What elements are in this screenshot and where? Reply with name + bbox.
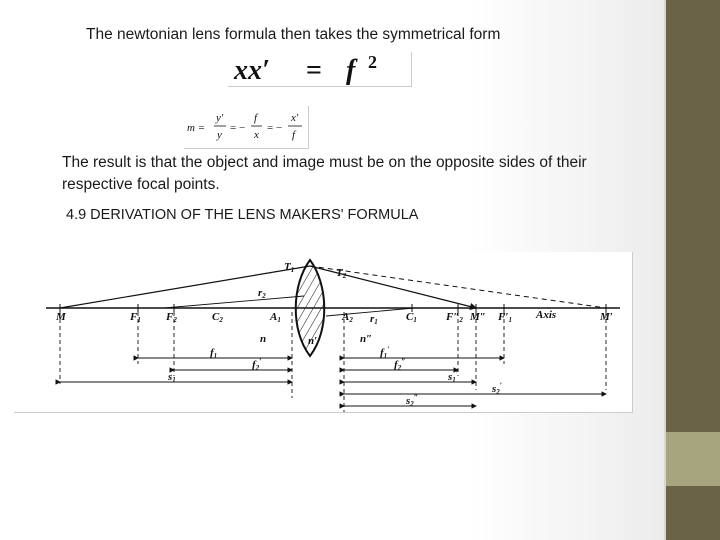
- mag-t3-den: f: [292, 129, 296, 141]
- point-Mpp: M″: [470, 311, 486, 323]
- label-r2: r2: [258, 287, 266, 300]
- newton-formula: [228, 52, 412, 87]
- dist-s2pp: s2″: [406, 393, 419, 408]
- magnification-formula-svg: [184, 106, 308, 148]
- newton-equals: =: [306, 55, 322, 86]
- dist-s1p: s1′: [448, 369, 459, 384]
- dist-s2p: s2′: [492, 381, 503, 396]
- point-F2: F2: [166, 311, 177, 324]
- point-C1: C1: [406, 311, 417, 324]
- mag-t1-num: y′: [216, 112, 224, 124]
- newton-lhs: xx′: [234, 55, 270, 86]
- point-A2: A2: [342, 311, 353, 324]
- result-text: The result is that the object and image must be on the opposite sides of their respective focal points.: [62, 154, 587, 193]
- newton-rhs: f: [346, 55, 356, 86]
- point-M: M: [56, 311, 66, 323]
- magnification-formula: [184, 106, 309, 149]
- decor-band-top: [666, 0, 720, 432]
- ray-refracted: [310, 266, 476, 308]
- medium-n-dprime: n″: [360, 333, 373, 345]
- axis-label: Axis: [536, 309, 557, 321]
- label-T2: T2: [336, 267, 347, 280]
- medium-n: n: [260, 333, 267, 345]
- mag-m: m =: [187, 122, 206, 134]
- mag-t1-den: y: [217, 129, 222, 141]
- mag-t2-num: f: [254, 112, 258, 124]
- dist-f2p: f2′: [252, 357, 262, 372]
- mag-t3-num: x′: [291, 112, 299, 124]
- point-A1: A1: [270, 311, 281, 324]
- ray-extension: [310, 266, 606, 308]
- mag-op2: = −: [267, 122, 283, 134]
- dist-s1: s1: [168, 371, 176, 384]
- mag-t2-den: x: [254, 129, 259, 141]
- point-C2: C2: [212, 311, 223, 324]
- mag-op1: = −: [230, 122, 246, 134]
- decor-band-bottom: [666, 486, 720, 540]
- label-r1: r1: [370, 313, 378, 326]
- radius-r2: [164, 296, 304, 308]
- lens-diagram: [14, 252, 633, 413]
- intro-text: The newtonian lens formula then takes the symmetrical form: [86, 26, 501, 43]
- point-F2pp: F″2: [446, 311, 463, 324]
- lens-diagram-svg: [14, 252, 632, 412]
- dist-f1p: f1′: [380, 345, 390, 360]
- newton-exponent: 2: [368, 52, 377, 72]
- point-F1p: F′1: [498, 311, 512, 324]
- point-Mp: M′: [600, 311, 613, 323]
- medium-n-prime: n′: [308, 335, 318, 347]
- decor-band-middle: [666, 432, 720, 486]
- newton-formula-svg: [228, 52, 411, 86]
- dist-f1: f1: [210, 347, 218, 360]
- section-heading: 4.9 DERIVATION OF THE LENS MAKERS' FORMULA: [66, 207, 419, 223]
- ray-incident: [60, 266, 310, 308]
- dist-f2pp: f2″: [394, 357, 406, 372]
- point-F1: F1: [130, 311, 141, 324]
- label-T1: T1: [284, 261, 295, 274]
